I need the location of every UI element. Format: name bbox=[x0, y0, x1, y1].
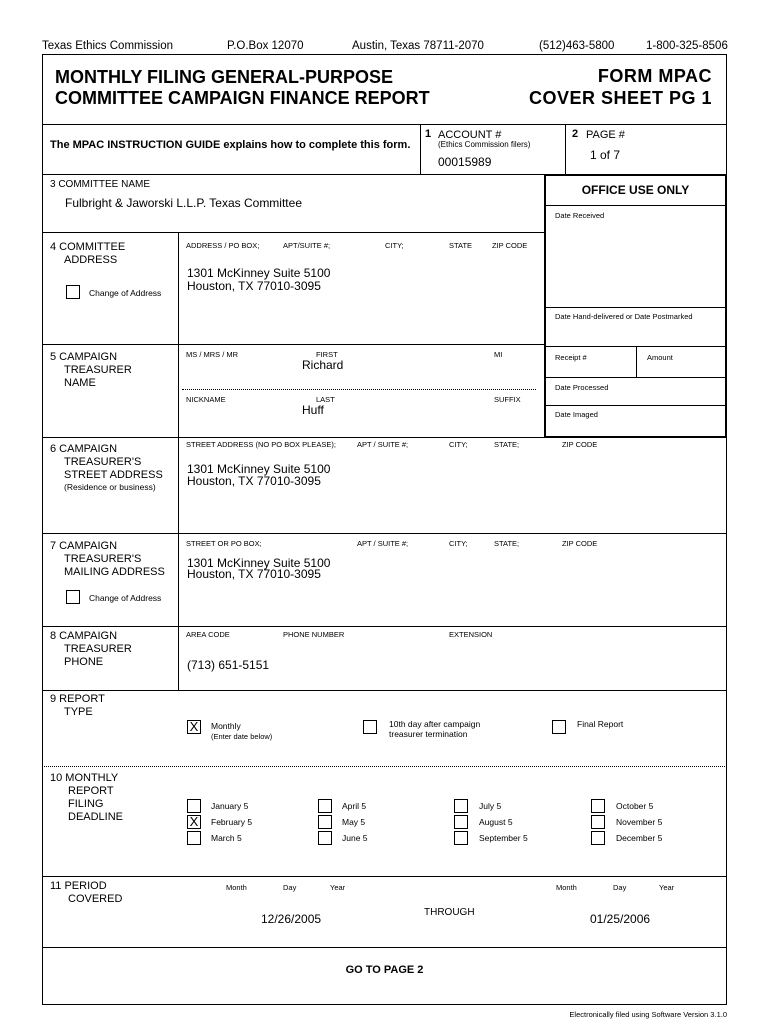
apt-header: APT / SUITE #; bbox=[357, 539, 409, 548]
divider bbox=[42, 232, 544, 233]
june-label: June 5 bbox=[342, 833, 368, 843]
divider bbox=[178, 232, 179, 344]
agency-pobox: P.O.Box 12070 bbox=[227, 40, 304, 52]
from-month-header: Month bbox=[226, 883, 247, 892]
tenth-day-label1: 10th day after campaign bbox=[389, 719, 481, 729]
receipt-label: Receipt # bbox=[555, 353, 587, 362]
treasurer-last-name: Huff bbox=[302, 403, 324, 417]
treasurer-street-line2: Houston, TX 77010-3095 bbox=[187, 474, 321, 488]
divider bbox=[565, 124, 566, 174]
divider bbox=[545, 405, 726, 406]
divider bbox=[545, 307, 726, 308]
treasurer-street-note: (Residence or business) bbox=[64, 482, 156, 492]
state-header: STATE bbox=[449, 241, 473, 250]
divider bbox=[42, 533, 727, 534]
february-label: February 5 bbox=[211, 817, 253, 827]
divider bbox=[182, 389, 536, 390]
mailing-change-of-address-checkbox[interactable] bbox=[66, 590, 80, 604]
final-report-label: Final Report bbox=[577, 719, 624, 729]
period-covered-label2: COVERED bbox=[68, 893, 123, 905]
treasurer-mailing-line2: Houston, TX 77010-3095 bbox=[187, 567, 321, 581]
to-day-header: Day bbox=[613, 883, 627, 892]
form-code: FORM MPAC bbox=[597, 66, 712, 86]
agency-tollfree: 1-800-325-8506 bbox=[646, 40, 728, 52]
city-header: CITY; bbox=[449, 440, 468, 449]
divider bbox=[636, 346, 637, 377]
december-label: December 5 bbox=[616, 833, 663, 843]
tenth-day-label2: treasurer termination bbox=[389, 729, 468, 739]
form-title-line1: MONTHLY FILING GENERAL-PURPOSE bbox=[55, 67, 394, 87]
divider bbox=[178, 533, 179, 626]
to-month-header: Month bbox=[556, 883, 577, 892]
committee-address-line1: 1301 McKinney Suite 5100 bbox=[187, 266, 331, 280]
divider bbox=[42, 344, 544, 345]
date-received-label: Date Received bbox=[555, 211, 605, 220]
treasurer-street-line1: 1301 McKinney Suite 5100 bbox=[187, 462, 331, 476]
july-label: July 5 bbox=[479, 801, 502, 811]
tenth-day-checkbox[interactable] bbox=[363, 720, 377, 734]
monthly-label: Monthly bbox=[211, 721, 241, 731]
report-type-label: 9 REPORT bbox=[50, 693, 105, 705]
mailing-change-of-address-label: Change of Address bbox=[89, 593, 162, 603]
mi-header: MI bbox=[494, 350, 503, 359]
divider bbox=[42, 766, 727, 767]
salutation-header: MS / MRS / MR bbox=[186, 350, 239, 359]
period-to: 01/25/2006 bbox=[590, 912, 651, 926]
may-checkbox[interactable] bbox=[318, 815, 332, 829]
agency-city: Austin, Texas 78711-2070 bbox=[352, 40, 484, 52]
cover-sheet-label: COVER SHEET PG 1 bbox=[528, 88, 712, 108]
divider bbox=[42, 876, 727, 877]
october-label: October 5 bbox=[616, 801, 654, 811]
extension-header: EXTENSION bbox=[449, 630, 493, 639]
office-use-title: OFFICE USE ONLY bbox=[581, 183, 690, 197]
treasurer-phone: (713) 651-5151 bbox=[187, 658, 270, 672]
street-header: STREET ADDRESS (NO PO BOX PLEASE); bbox=[186, 440, 336, 449]
from-day-header: Day bbox=[283, 883, 297, 892]
july-checkbox[interactable] bbox=[454, 799, 468, 813]
february-checkbox[interactable]: X bbox=[187, 815, 201, 829]
area-code-header: AREA CODE bbox=[186, 630, 230, 639]
committee-address-label: 4 COMMITTEE bbox=[50, 241, 126, 253]
committee-name: Fulbright & Jaworski L.L.P. Texas Committee bbox=[65, 196, 302, 210]
from-year-header: Year bbox=[330, 883, 346, 892]
phone-number-header: PHONE NUMBER bbox=[283, 630, 345, 639]
software-version: Electronically filed using Software Version 3.1.0 bbox=[569, 1010, 727, 1019]
suffix-header: SUFFIX bbox=[494, 395, 521, 404]
divider bbox=[42, 437, 727, 438]
august-label: August 5 bbox=[479, 817, 513, 827]
period-from: 12/26/2005 bbox=[261, 912, 322, 926]
divider bbox=[42, 690, 727, 691]
treasurer-name-label: 5 CAMPAIGN bbox=[50, 351, 118, 363]
form-title-line2: COMMITTEE CAMPAIGN FINANCE REPORT bbox=[55, 88, 430, 108]
october-checkbox[interactable] bbox=[591, 799, 605, 813]
filing-deadline-label3: FILING bbox=[68, 798, 104, 810]
to-year-header: Year bbox=[659, 883, 675, 892]
final-report-checkbox[interactable] bbox=[552, 720, 566, 734]
divider bbox=[545, 205, 726, 206]
treasurer-phone-label3: PHONE bbox=[64, 656, 104, 668]
april-label: April 5 bbox=[342, 801, 367, 811]
september-label: September 5 bbox=[479, 833, 528, 843]
filing-deadline-label: 10 MONTHLY bbox=[50, 772, 119, 784]
november-checkbox[interactable] bbox=[591, 815, 605, 829]
treasurer-mailing-label: 7 CAMPAIGN bbox=[50, 540, 118, 552]
amount-label: Amount bbox=[647, 353, 673, 362]
report-type-label2: TYPE bbox=[64, 706, 93, 718]
january-checkbox[interactable] bbox=[187, 799, 201, 813]
divider bbox=[545, 377, 726, 378]
divider bbox=[178, 344, 179, 437]
treasurer-name-label3: NAME bbox=[64, 377, 96, 389]
may-label: May 5 bbox=[342, 817, 366, 827]
treasurer-phone-label: 8 CAMPAIGN bbox=[50, 630, 118, 642]
date-processed-label: Date Processed bbox=[555, 383, 609, 392]
state-header: STATE; bbox=[494, 440, 520, 449]
treasurer-street-label2: TREASURER'S bbox=[64, 456, 142, 468]
monthly-checkbox[interactable]: X bbox=[187, 720, 201, 734]
committee-name-label: 3 COMMITTEE NAME bbox=[50, 179, 151, 190]
apt-header: APT / SUITE #; bbox=[357, 440, 409, 449]
september-checkbox[interactable] bbox=[454, 831, 468, 845]
filing-deadline-label2: REPORT bbox=[68, 785, 114, 797]
account-number-label-num: 1 bbox=[425, 128, 432, 140]
change-of-address-checkbox[interactable] bbox=[66, 285, 80, 299]
through-label: THROUGH bbox=[424, 907, 475, 918]
november-label: November 5 bbox=[616, 817, 663, 827]
december-checkbox[interactable] bbox=[591, 831, 605, 845]
divider bbox=[42, 947, 727, 948]
account-number: 00015989 bbox=[438, 155, 492, 169]
account-sublabel: (Ethics Commission filers) bbox=[438, 140, 531, 149]
street-header: STREET OR PO BOX; bbox=[186, 539, 262, 548]
january-label: January 5 bbox=[211, 801, 249, 811]
agency-name: Texas Ethics Commission bbox=[42, 40, 174, 52]
treasurer-phone-label2: TREASURER bbox=[64, 643, 132, 655]
treasurer-name-label2: TREASURER bbox=[64, 364, 132, 376]
city-header: CITY; bbox=[449, 539, 468, 548]
zip-header: ZIP CODE bbox=[492, 241, 528, 250]
divider bbox=[42, 626, 727, 627]
period-covered-label: 11 PERIOD bbox=[50, 880, 107, 892]
change-of-address-label: Change of Address bbox=[89, 288, 162, 298]
treasurer-street-label3: STREET ADDRESS bbox=[64, 469, 163, 481]
committee-address-label2: ADDRESS bbox=[64, 254, 118, 266]
committee-address-line2: Houston, TX 77010-3095 bbox=[187, 279, 321, 293]
treasurer-mailing-line1: 1301 McKinney Suite 5100 bbox=[187, 556, 331, 570]
city-header: CITY; bbox=[385, 241, 404, 250]
august-checkbox[interactable] bbox=[454, 815, 468, 829]
first-name-header: FIRST bbox=[316, 350, 338, 359]
date-hand-delivered-label: Date Hand-delivered or Date Postmarked bbox=[555, 312, 693, 321]
address-header: ADDRESS / PO BOX; bbox=[186, 241, 260, 250]
treasurer-first-name: Richard bbox=[302, 358, 344, 372]
june-checkbox[interactable] bbox=[318, 831, 332, 845]
march-label: March 5 bbox=[211, 833, 242, 843]
treasurer-street-label: 6 CAMPAIGN bbox=[50, 443, 118, 455]
divider bbox=[178, 626, 179, 690]
treasurer-mailing-label3: MAILING ADDRESS bbox=[64, 566, 165, 578]
go-to-page-2: GO TO PAGE 2 bbox=[345, 964, 424, 976]
filing-deadline-label4: DEADLINE bbox=[68, 811, 124, 823]
april-checkbox[interactable] bbox=[318, 799, 332, 813]
instruction-text: The MPAC INSTRUCTION GUIDE explains how to complete this form. bbox=[50, 139, 411, 151]
apt-header: APT/SUITE #; bbox=[283, 241, 331, 250]
last-name-header: LAST bbox=[316, 395, 335, 404]
divider bbox=[42, 124, 727, 125]
monthly-sublabel: (Enter date below) bbox=[211, 732, 273, 741]
divider bbox=[178, 437, 179, 533]
march-checkbox[interactable] bbox=[187, 831, 201, 845]
page-number: 1 of 7 bbox=[590, 148, 621, 162]
zip-header: ZIP CODE bbox=[562, 440, 598, 449]
account-label: ACCOUNT # bbox=[438, 129, 502, 141]
page-label: PAGE # bbox=[586, 129, 625, 141]
state-header: STATE; bbox=[494, 539, 520, 548]
zip-header: ZIP CODE bbox=[562, 539, 598, 548]
divider bbox=[420, 124, 421, 174]
treasurer-mailing-label2: TREASURER'S bbox=[64, 553, 142, 565]
agency-phone: (512)463-5800 bbox=[539, 40, 615, 52]
nickname-header: NICKNAME bbox=[186, 395, 226, 404]
page-label-num: 2 bbox=[572, 128, 579, 140]
date-imaged-label: Date Imaged bbox=[555, 410, 598, 419]
